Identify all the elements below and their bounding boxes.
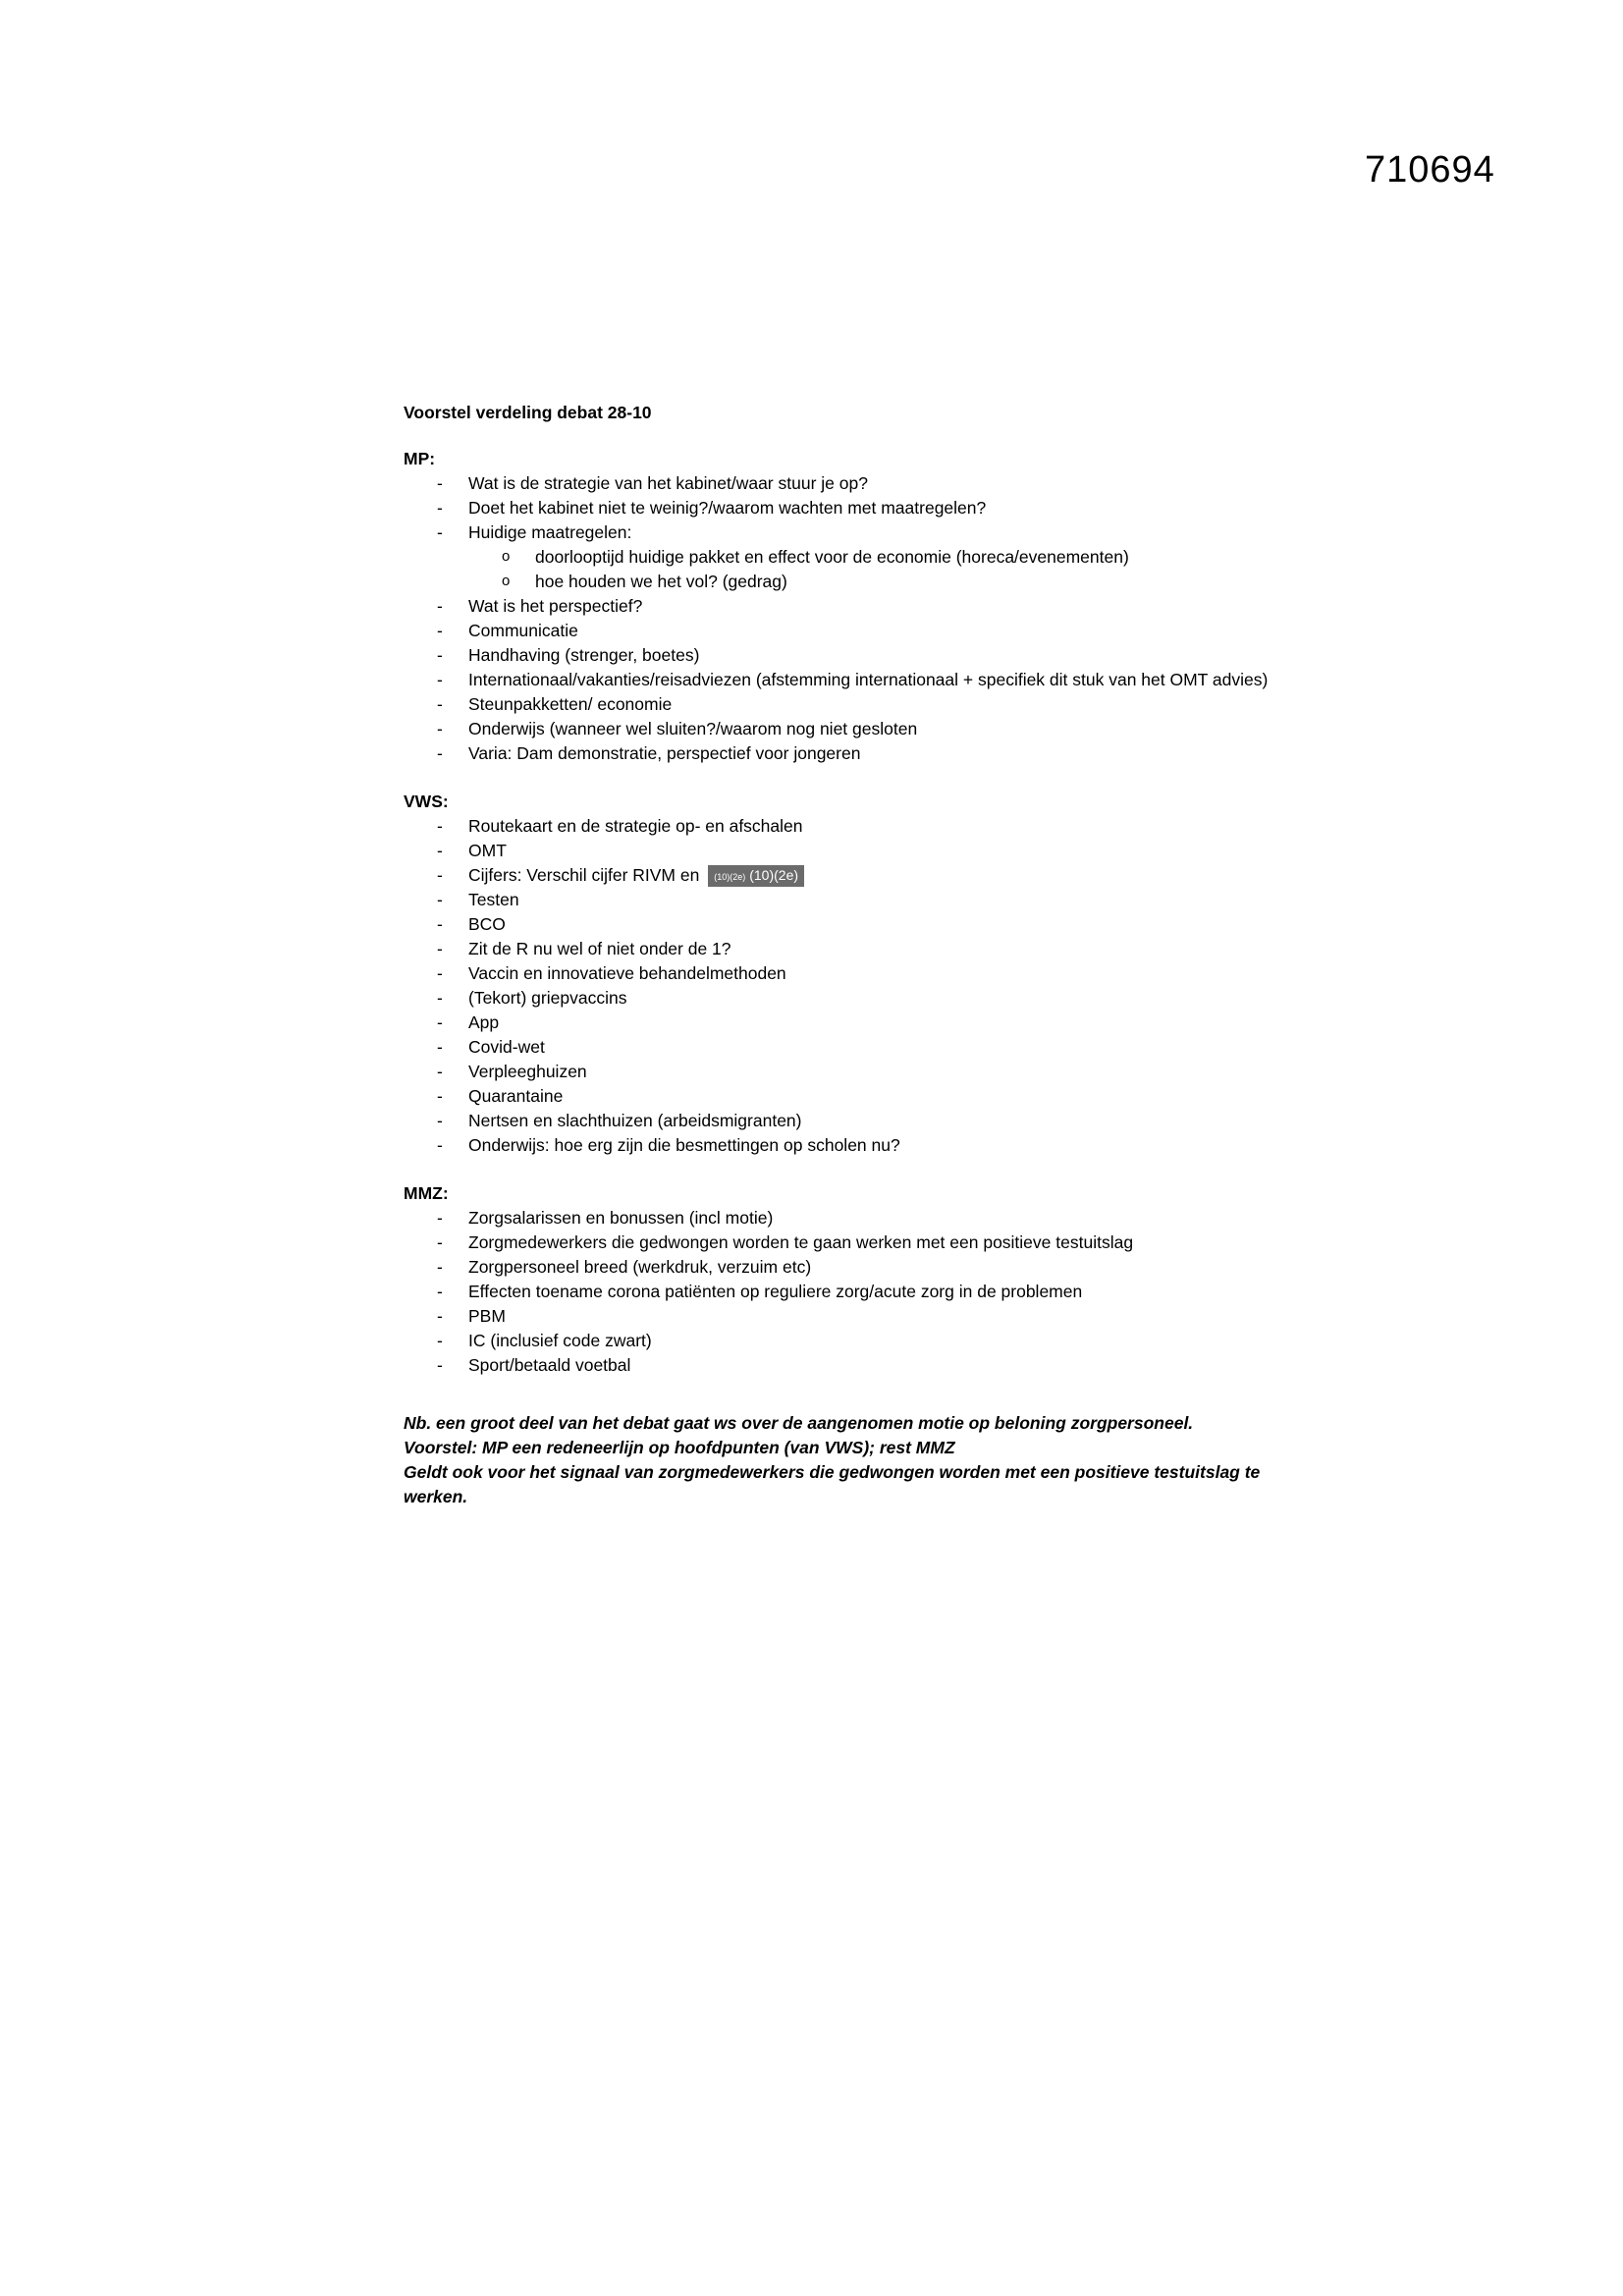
sub-list-item: o hoe houden we het vol? (gedrag) xyxy=(468,570,1287,594)
section-heading-vws: VWS: xyxy=(404,792,449,811)
document-body xyxy=(404,401,1287,1509)
section-heading-mmz: MMZ: xyxy=(404,1183,449,1203)
list-item xyxy=(404,520,1287,594)
sub-list xyxy=(468,545,1287,594)
closing-note xyxy=(404,1411,1287,1509)
list-item: - Quarantaine xyxy=(404,1084,1287,1109)
document-title: Voorstel verdeling debat 28-10 xyxy=(404,403,652,422)
list-item: - BCO xyxy=(404,912,1287,937)
redaction-code-small: (10)(2e) xyxy=(714,872,746,882)
list-item: - Covid-wet xyxy=(404,1035,1287,1060)
note-line: Geldt ook voor het signaal van zorgmedewerkers die gedwongen worden met een positieve testuitslag te werken. xyxy=(404,1462,1261,1506)
item-list-vws xyxy=(404,814,1287,1158)
list-item: - Onderwijs: hoe erg zijn die besmettingen op scholen nu? xyxy=(404,1133,1287,1158)
list-item: - (Tekort) griepvaccins xyxy=(404,986,1287,1011)
list-item: - Doet het kabinet niet te weinig?/waarom wachten met maatregelen? xyxy=(404,496,1287,520)
list-item: - App xyxy=(404,1011,1287,1035)
list-item: - Vaccin en innovatieve behandelmethoden xyxy=(404,961,1287,986)
redaction-code: (10)(2e) xyxy=(749,867,799,883)
item-list-mmz xyxy=(404,1206,1287,1378)
section-heading-mp: MP: xyxy=(404,449,436,468)
section-vws xyxy=(404,790,1287,1158)
list-item: - Wat is de strategie van het kabinet/waar stuur je op? xyxy=(404,471,1287,496)
item-list-mp xyxy=(404,471,1287,766)
redaction-box xyxy=(708,865,804,887)
list-item-label: Huidige maatregelen: xyxy=(468,522,632,542)
list-item: - Internationaal/vakanties/reisadviezen (afstemming internationaal + specifiek dit stuk van het OMT advies) xyxy=(404,668,1287,692)
list-item: - Effecten toename corona patiënten op reguliere zorg/acute zorg in de problemen xyxy=(404,1280,1287,1304)
list-item: - IC (inclusief code zwart) xyxy=(404,1329,1287,1353)
list-item: - OMT xyxy=(404,839,1287,863)
list-item: - Verpleeghuizen xyxy=(404,1060,1287,1084)
list-item: - Varia: Dam demonstratie, perspectief voor jongeren xyxy=(404,741,1287,766)
list-item-label: Cijfers: Verschil cijfer RIVM en xyxy=(468,865,700,885)
list-item: - Testen xyxy=(404,888,1287,912)
list-item: - Routekaart en de strategie op- en afschalen xyxy=(404,814,1287,839)
section-mmz xyxy=(404,1181,1287,1378)
list-item: - Communicatie xyxy=(404,619,1287,643)
section-mp xyxy=(404,447,1287,766)
list-item: - Steunpakketten/ economie xyxy=(404,692,1287,717)
list-item: - Handhaving (strenger, boetes) xyxy=(404,643,1287,668)
note-line: Voorstel: MP een redeneerlijn op hoofdpunten (van VWS); rest MMZ xyxy=(404,1438,955,1457)
list-item: - Zorgsalarissen en bonussen (incl motie) xyxy=(404,1206,1287,1230)
list-item: - Zorgpersoneel breed (werkdruk, verzuim etc) xyxy=(404,1255,1287,1280)
list-item: - Zorgmedewerkers die gedwongen worden te gaan werken met een positieve testuitslag xyxy=(404,1230,1287,1255)
list-item xyxy=(404,863,1287,888)
sub-list-item: o doorlooptijd huidige pakket en effect voor de economie (horeca/evenementen) xyxy=(468,545,1287,570)
list-item: - Wat is het perspectief? xyxy=(404,594,1287,619)
list-item: - Sport/betaald voetbal xyxy=(404,1353,1287,1378)
list-item: - PBM xyxy=(404,1304,1287,1329)
list-item: - Zit de R nu wel of niet onder de 1? xyxy=(404,937,1287,961)
note-line: Nb. een groot deel van het debat gaat ws over de aangenomen motie op beloning zorgpersoneel. xyxy=(404,1413,1194,1433)
list-item: - Nertsen en slachthuizen (arbeidsmigranten) xyxy=(404,1109,1287,1133)
list-item: - Onderwijs (wanneer wel sluiten?/waarom nog niet gesloten xyxy=(404,717,1287,741)
document-number: 710694 xyxy=(1365,149,1495,191)
